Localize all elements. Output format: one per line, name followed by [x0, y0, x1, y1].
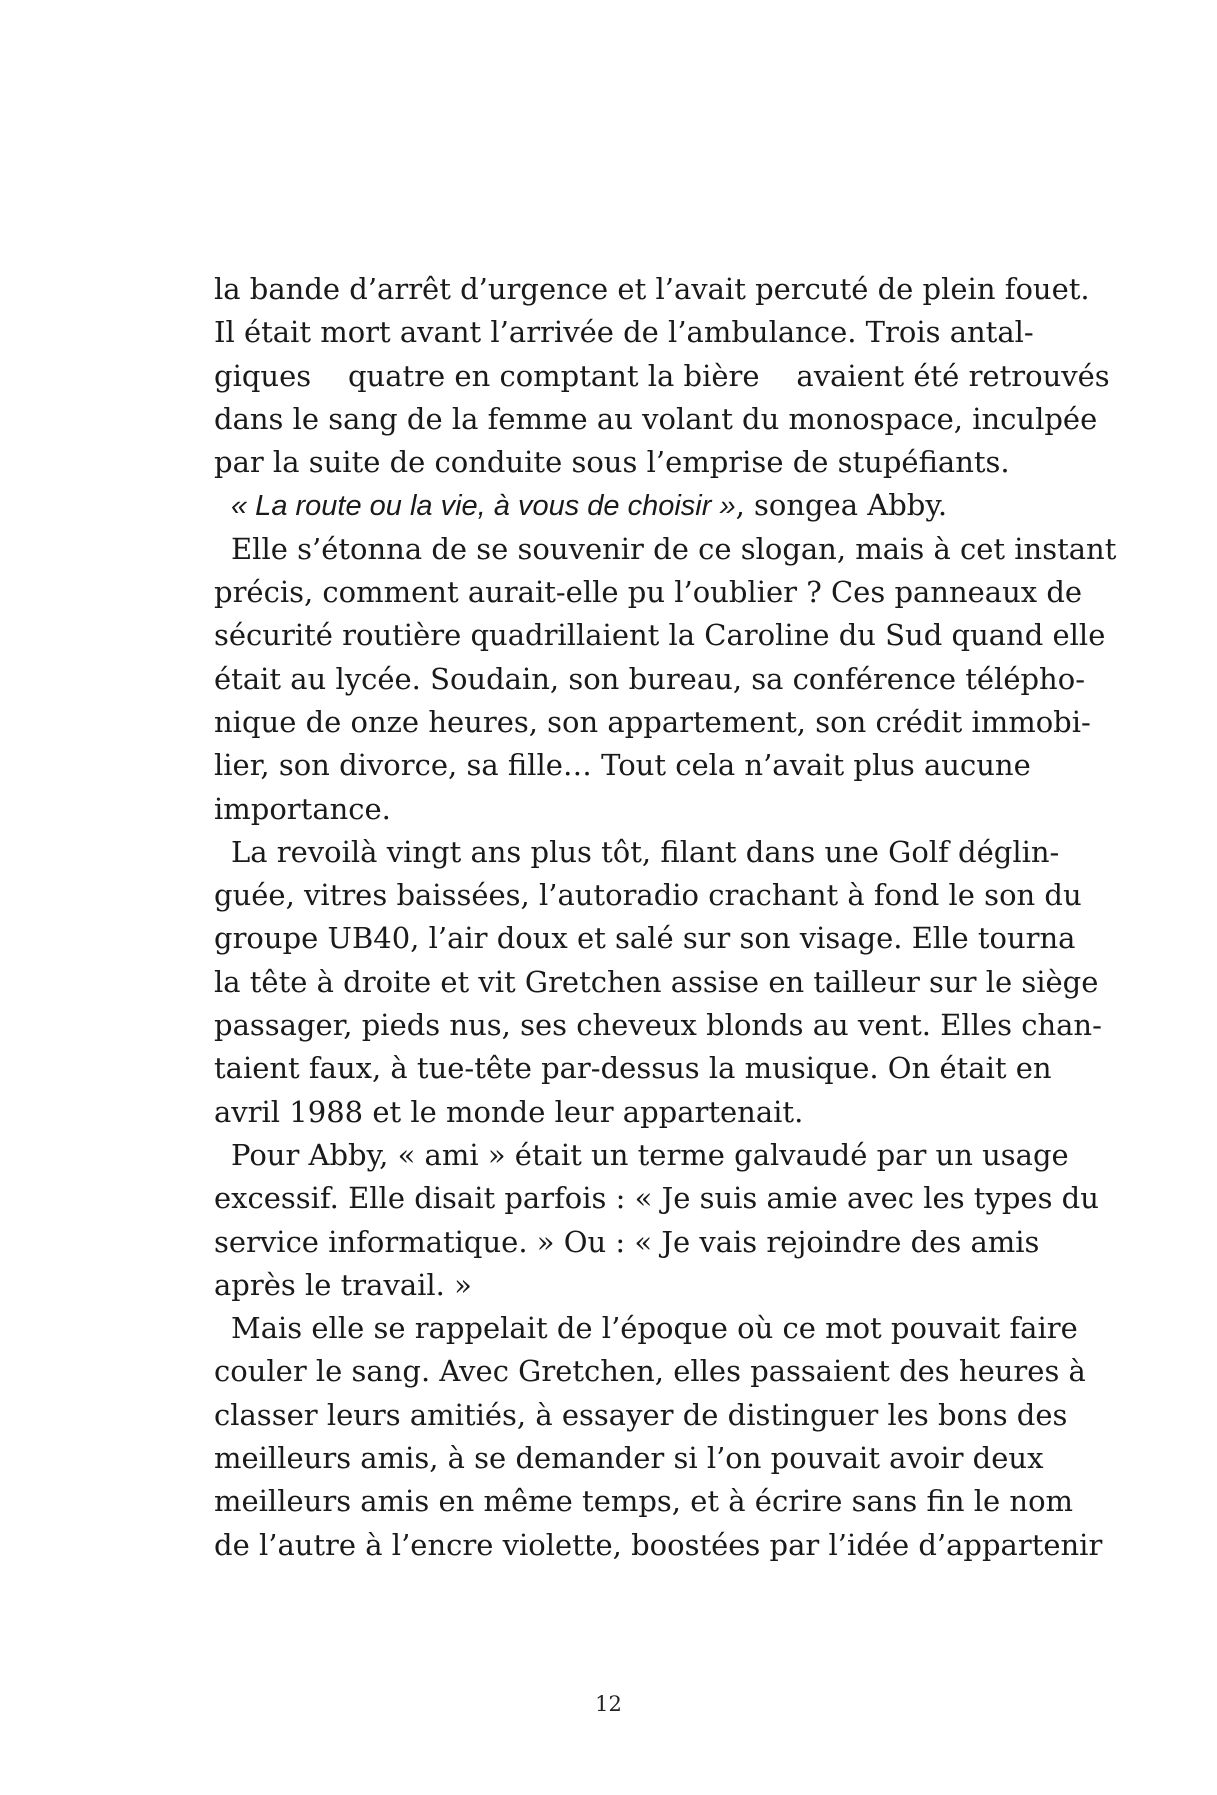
text-line: importance. [214, 791, 391, 826]
body-text [214, 268, 1117, 1567]
quote-slogan: « La route ou la vie, à vous de choisir » [231, 490, 736, 523]
quote-attribution: , songea Abby. [735, 488, 948, 523]
text-line: taient faux, à tue-tête par-dessus la musique. On était en [214, 1051, 1052, 1086]
text-line: Il était mort avant l’arrivée de l’ambulance. Trois antal- [214, 315, 1034, 350]
text-line: La revoilà vingt ans plus tôt, filant dans une Golf déglin- [231, 834, 1060, 869]
text-line: précis, comment aurait-elle pu l’oublier ? Ces panneaux de [214, 575, 1083, 610]
text-line: par la suite de conduite sous l’emprise de stupéfiants. [214, 445, 1010, 480]
text-line: Mais elle se rappelait de l’époque où ce mot pouvait faire [231, 1311, 1078, 1346]
text-line: passager, pieds nus, ses cheveux blonds au vent. Elles chan- [214, 1008, 1102, 1043]
text-line: après le travail. » [214, 1267, 472, 1302]
text-line: service informatique. » Ou : « Je vais rejoindre des amis [214, 1224, 1040, 1259]
text-line: excessif. Elle disait parfois : « Je suis amie avec les types du [214, 1181, 1099, 1216]
text-line: couler le sang. Avec Gretchen, elles passaient des heures à [214, 1354, 1086, 1389]
page-number: 12 [595, 1692, 622, 1716]
text-line: dans le sang de la femme au volant du monospace, inculpée [214, 401, 1098, 436]
text-line: nique de onze heures, son appartement, son crédit immobi- [214, 704, 1091, 739]
text-line: groupe UB40, l’air doux et salé sur son visage. Elle tourna [214, 921, 1076, 956]
text-line: de l’autre à l’encre violette, boostées par l’idée d’appartenir [214, 1527, 1103, 1562]
text-line: guée, vitres baissées, l’autoradio crachant à fond le son du [214, 878, 1082, 913]
text-line: meilleurs amis, à se demander si l’on pouvait avoir deux [214, 1441, 1044, 1476]
text-line: classer leurs amitiés, à essayer de distinguer les bons des [214, 1397, 1068, 1432]
text-line: lier, son divorce, sa fille… Tout cela n’avait plus aucune [214, 748, 1031, 783]
text-line: la bande d’arrêt d’urgence et l’avait percuté de plein fouet. [214, 272, 1090, 306]
text-line: sécurité routière quadrillaient la Caroline du Sud quand elle [214, 618, 1106, 653]
text-line: Pour Abby, « ami » était un terme galvaudé par un usage [231, 1137, 1069, 1172]
text-line: giques quatre en comptant la bière avaient été retrouvés [214, 358, 1110, 393]
text-line: était au lycée. Soudain, son bureau, sa conférence télépho- [214, 661, 1085, 696]
text-line: la tête à droite et vit Gretchen assise en tailleur sur le siège [214, 964, 1099, 999]
text-line: Elle s’étonna de se souvenir de ce slogan, mais à cet instant [231, 531, 1117, 566]
text-line: avril 1988 et le monde leur appartenait. [214, 1094, 804, 1129]
quote-line [214, 484, 1004, 527]
text-line: meilleurs amis en même temps, et à écrire sans fin le nom [214, 1484, 1074, 1519]
